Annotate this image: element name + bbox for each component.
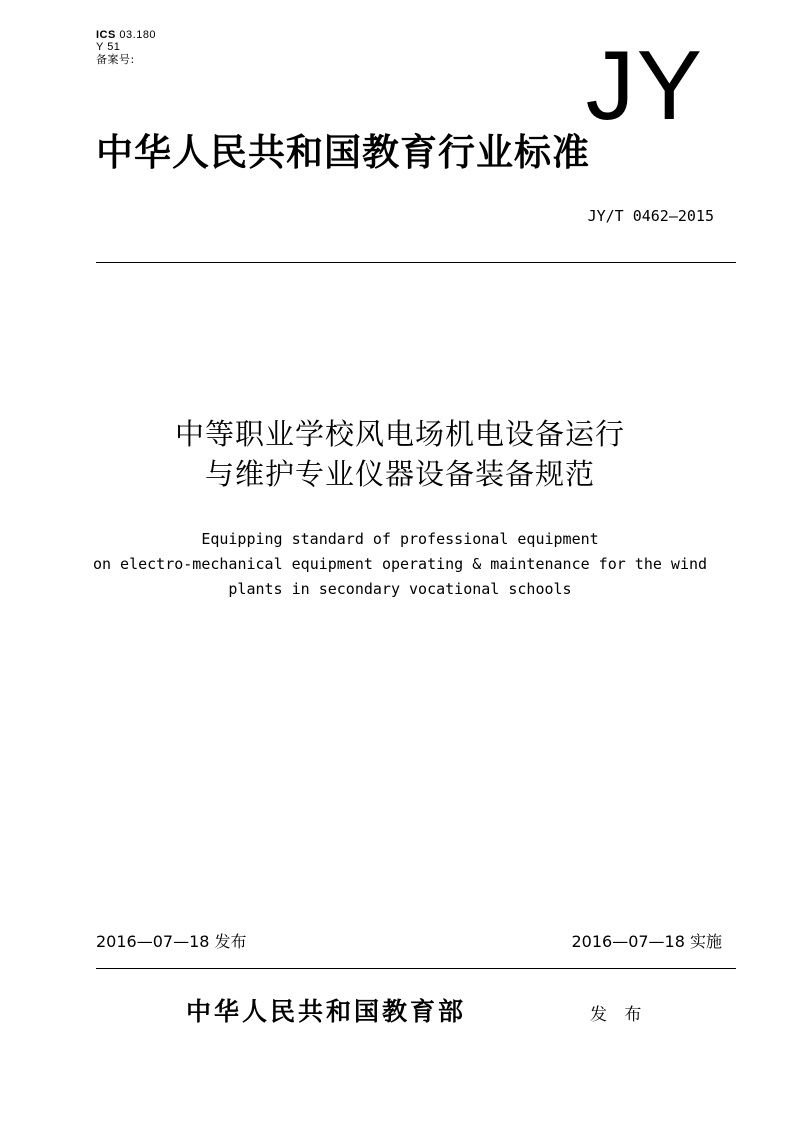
classification-code: Y 51 [96, 41, 121, 53]
ics-code-line [96, 30, 156, 41]
standard-title: 中华人民共和国教育行业标准 [96, 131, 590, 174]
chinese-title [0, 414, 800, 494]
jy-logo: JY [585, 30, 704, 140]
issue-date: 2016—07—18 发布 [96, 932, 247, 951]
record-number-label: 备案号: [96, 53, 135, 66]
english-title-line-2: on electro-mechanical equipment operating & maintenance for the wind [92, 555, 708, 573]
ics-code: 03.180 [119, 29, 157, 41]
top-divider [96, 262, 736, 263]
english-title-line-3: plants in secondary vocational schools [228, 580, 572, 598]
english-title-line-1: Equipping standard of professional equipment [201, 530, 599, 548]
issue-label: 发 布 [590, 1005, 648, 1025]
chinese-title-line-2: 与维护专业仪器设备装备规范 [204, 457, 595, 491]
english-title [0, 527, 800, 602]
chinese-title-line-1: 中等职业学校风电场机电设备运行 [174, 417, 625, 451]
implementation-date: 2016—07—18 实施 [571, 932, 722, 951]
bottom-divider [96, 968, 736, 969]
standard-number: JY/T 0462—2015 [587, 207, 714, 225]
ics-label: ICS [96, 29, 116, 41]
issuing-authority: 中华人民共和国教育部 [186, 997, 467, 1026]
